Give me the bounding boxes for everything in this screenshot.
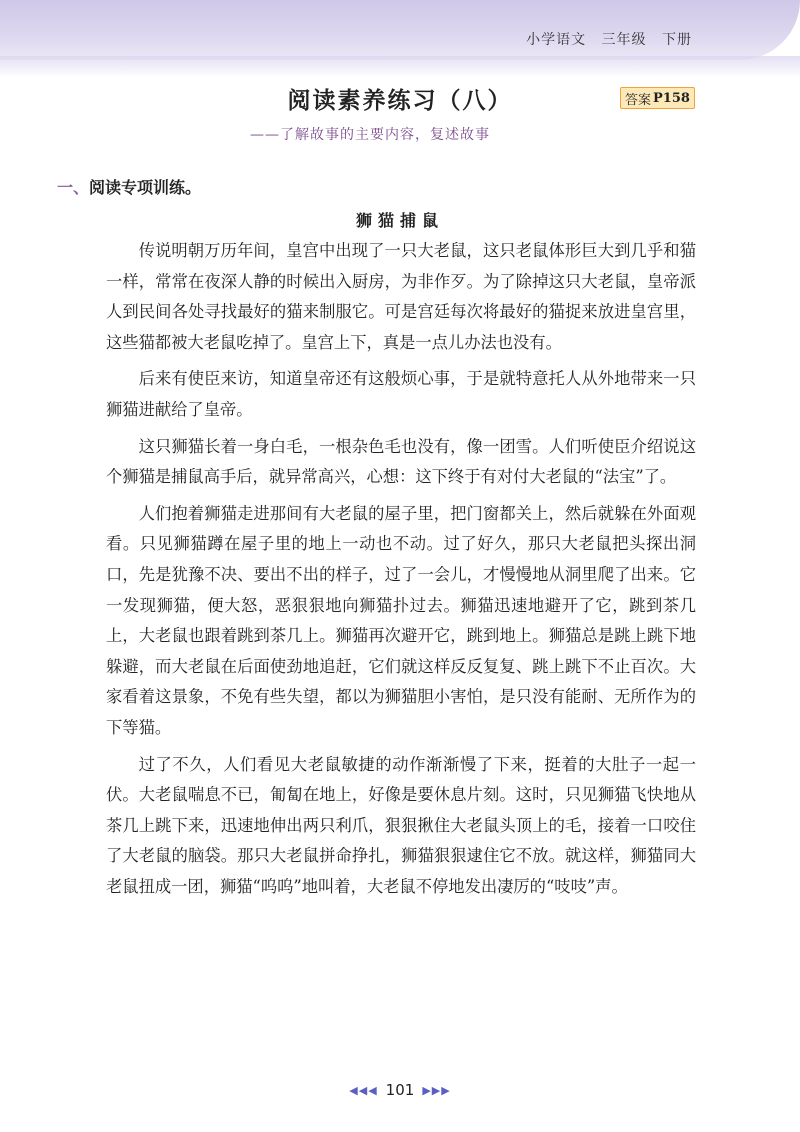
answer-page-ref: P158 [653,90,690,106]
story-body [106,236,696,908]
story-paragraph: 传说明朝万历年间，皇宫中出现了一只大老鼠，这只老鼠体形巨大到几乎和猫一样，常常在夜深人静的时候出入厨房，为非作歹。为了除掉这只大老鼠，皇帝派人到民间各处寻找最好的猫来制服它。可是宫廷每次将最好的猫捉来放进皇宫里，这些猫都被大老鼠吃掉了。皇宫上下，真是一点儿办法也没有。 [106,241,696,352]
story-paragraph: 过了不久，人们看见大老鼠敏捷的动作渐渐慢了下来，挺着的大肚子一起一伏。大老鼠喘息不已，匍匐在地上，好像是要休息片刻。这时，只见狮猫飞快地从茶几上跳下来，迅速地伸出两只利爪，狠狠揪住大老鼠头顶上的毛，接着一口咬住了大老鼠的脑袋。那只大老鼠拼命挣扎，狮猫狠狠逮住它不放。就这样，狮猫同大老鼠扭成一团，狮猫“呜呜”地叫着，大老鼠不停地发出凄厉的“吱吱”声。 [106,754,696,896]
prev-arrows-icon: ◀◀◀ [349,1083,378,1097]
subject-label: 小学语文 [526,32,587,48]
volume-label: 下册 [662,32,692,48]
page-title: 阅读素养练习（八） [287,88,513,114]
section-number: 一、 [57,178,90,197]
story-paragraph: 后来有使臣来访，知道皇帝还有这般烦心事，于是就特意托人从外地带来一只狮猫进献给了皇帝。 [106,369,696,419]
page-subtitle: ——了解故事的主要内容，复述故事 [250,127,490,143]
story-paragraph: 这只狮猫长着一身白毛，一根杂色毛也没有，像一团雪。人们听使臣介绍说这个狮猫是捕鼠高手后，就异常高兴，心想：这下终于有对付大老鼠的“法宝”了。 [106,436,696,487]
story-title: 狮猫捕鼠 [355,211,444,230]
answer-badge [620,87,695,109]
story-paragraph: 人们抱着狮猫走进那间有大老鼠的屋子里，把门窗都关上，然后就躲在外面观看。只见狮猫蹲在屋子里的地上一动也不动。过了好久，那只大老鼠把头探出洞口，先是犹豫不决、要出不出的样子，过了一会儿，才慢慢地从洞里爬了出来。它一发现狮猫，便大怒，恶狠狠地向狮猫扑过去。狮猫迅速地避开了它，跳到茶几上，大老鼠也跟着跳到茶几上。狮猫再次避开它，跳到地上。狮猫总是跳上跳下地躲避，而大老鼠在后面使劲地追赶，它们就这样反反复复、跳上跳下不止百次。大家看着这景象，不免有些失望，都以为狮猫胆小害怕，是只没有能耐、无所作为的下等猫。 [106,503,696,737]
page-footer [0,1081,800,1099]
page-number: 101 [385,1081,415,1099]
book-info [516,29,692,49]
next-arrows-icon: ▶▶▶ [422,1083,451,1097]
section-heading [57,175,201,198]
section-label: 阅读专项训练。 [89,178,202,197]
answer-label: 答案 [625,92,652,108]
grade-label: 三年级 [601,32,647,48]
